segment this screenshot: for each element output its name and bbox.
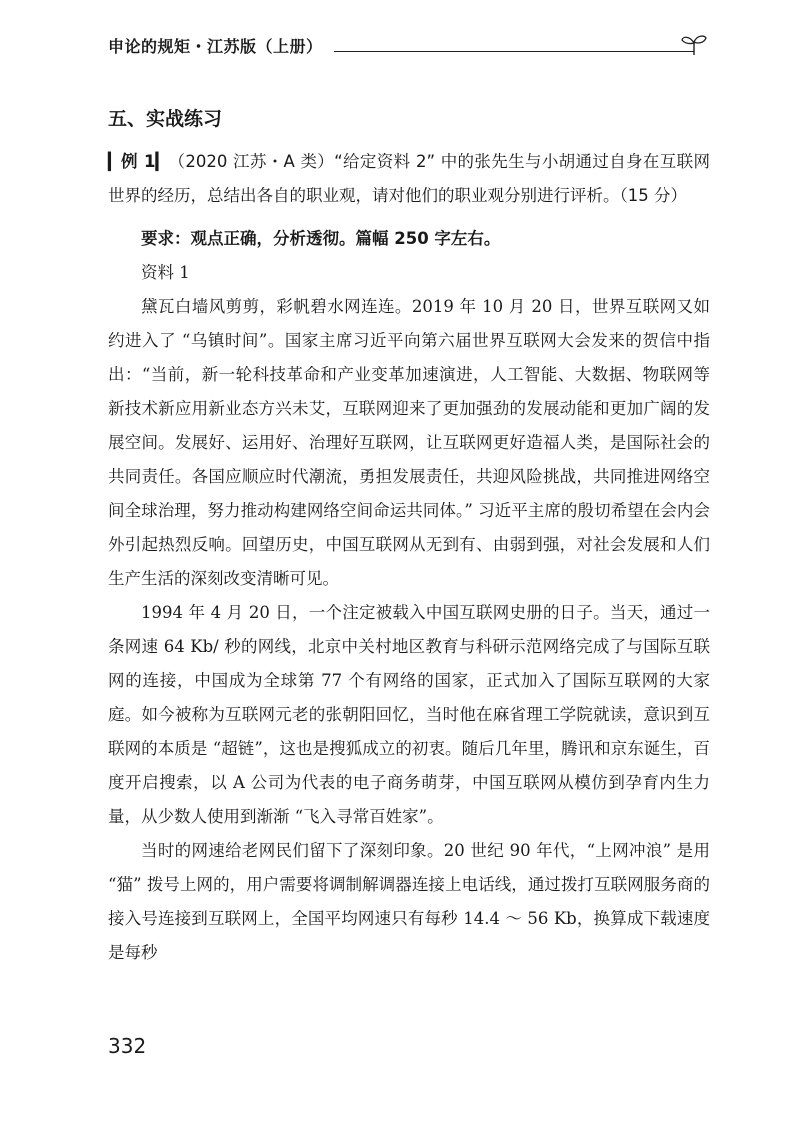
question-text: （2020 江苏・A 类）“给定资料 2” 中的张先生与小胡通过自身在互联网世界的经历，总结出各自的职业观，请对他们的职业观分别进行评析。（15 分） bbox=[108, 152, 710, 205]
question-paragraph bbox=[108, 145, 710, 213]
running-header bbox=[108, 34, 708, 64]
material-label: 资料 1 bbox=[141, 263, 190, 282]
header-rule bbox=[334, 51, 694, 52]
requirement-text: 要求：观点正确，分析透彻。篇幅 250 字左右。 bbox=[141, 229, 501, 248]
material-block bbox=[108, 256, 710, 290]
article-paragraph: 1994 年 4 月 20 日，一个注定被载入中国互联网史册的日子。当天，通过一条网速 64 Kb/ 秒的网线，北京中关村地区教育与科研示范网络完成了与国际互联网的连接，中国成为全球第 77 个有网络的国家，正式加入了国际互联网的大家庭。如今被称为互联网元老的张朝阳回忆，当时他在麻省理工学院就读，意识到互联网的本质是 “超链”，这也是搜狐成立的初衷。随后几年里，腾讯和京东诞生，百度开启搜索，以 A 公司为代表的电子商务萌芽，中国互联网从模仿到孕育内生力量，从少数人使用到渐渐 “飞入寻常百姓家”。 bbox=[108, 603, 710, 826]
requirement-block bbox=[108, 222, 710, 256]
running-header-title: 申论的规矩・江苏版（上册） bbox=[108, 37, 323, 56]
article-body bbox=[108, 290, 710, 970]
page-number: 332 bbox=[108, 1034, 147, 1058]
article-paragraph: 当时的网速给老网民们留下了深刻印象。20 世纪 90 年代，“上网冲浪” 是用 “猫” 拨号上网的，用户需要将调制解调器连接上电话线，通过拨打互联网服务商的接入号连接到互联网上，全国平均网速只有每秒 14.4 ～ 56 Kb，换算成下载速度是每秒 bbox=[108, 841, 710, 962]
question-label: 例 1 bbox=[120, 152, 156, 171]
question-block bbox=[108, 145, 710, 213]
article-paragraph: 黛瓦白墙风剪剪，彩帆碧水网连连。2019 年 10 月 20 日，世界互联网又如约进入了 “乌镇时间”。国家主席习近平向第六届世界互联网大会发来的贺信中指出：“当前，新一轮科技革命和产业变革加速演进，人工智能、大数据、物联网等新技术新应用新业态方兴未艾，互联网迎来了更加强劲的发展动能和更加广阔的发展空间。发展好、运用好、治理好互联网，让互联网更好造福人类，是国际社会的共同责任。各国应顺应时代潮流，勇担发展责任，共迎风险挑战，共同推进网络空间全球治理，努力推动构建网络空间命运共同体。” 习近平主席的殷切希望在会内会外引起热烈反响。回望历史，中国互联网从无到有、由弱到强，对社会发展和人们生产生活的深刻改变清晰可见。 bbox=[108, 297, 710, 588]
question-bracket-left: ▎ bbox=[108, 152, 121, 171]
question-bracket-right: ▎ bbox=[155, 152, 169, 171]
sprout-icon bbox=[680, 34, 708, 56]
section-title: 五、实战练习 bbox=[108, 108, 223, 130]
